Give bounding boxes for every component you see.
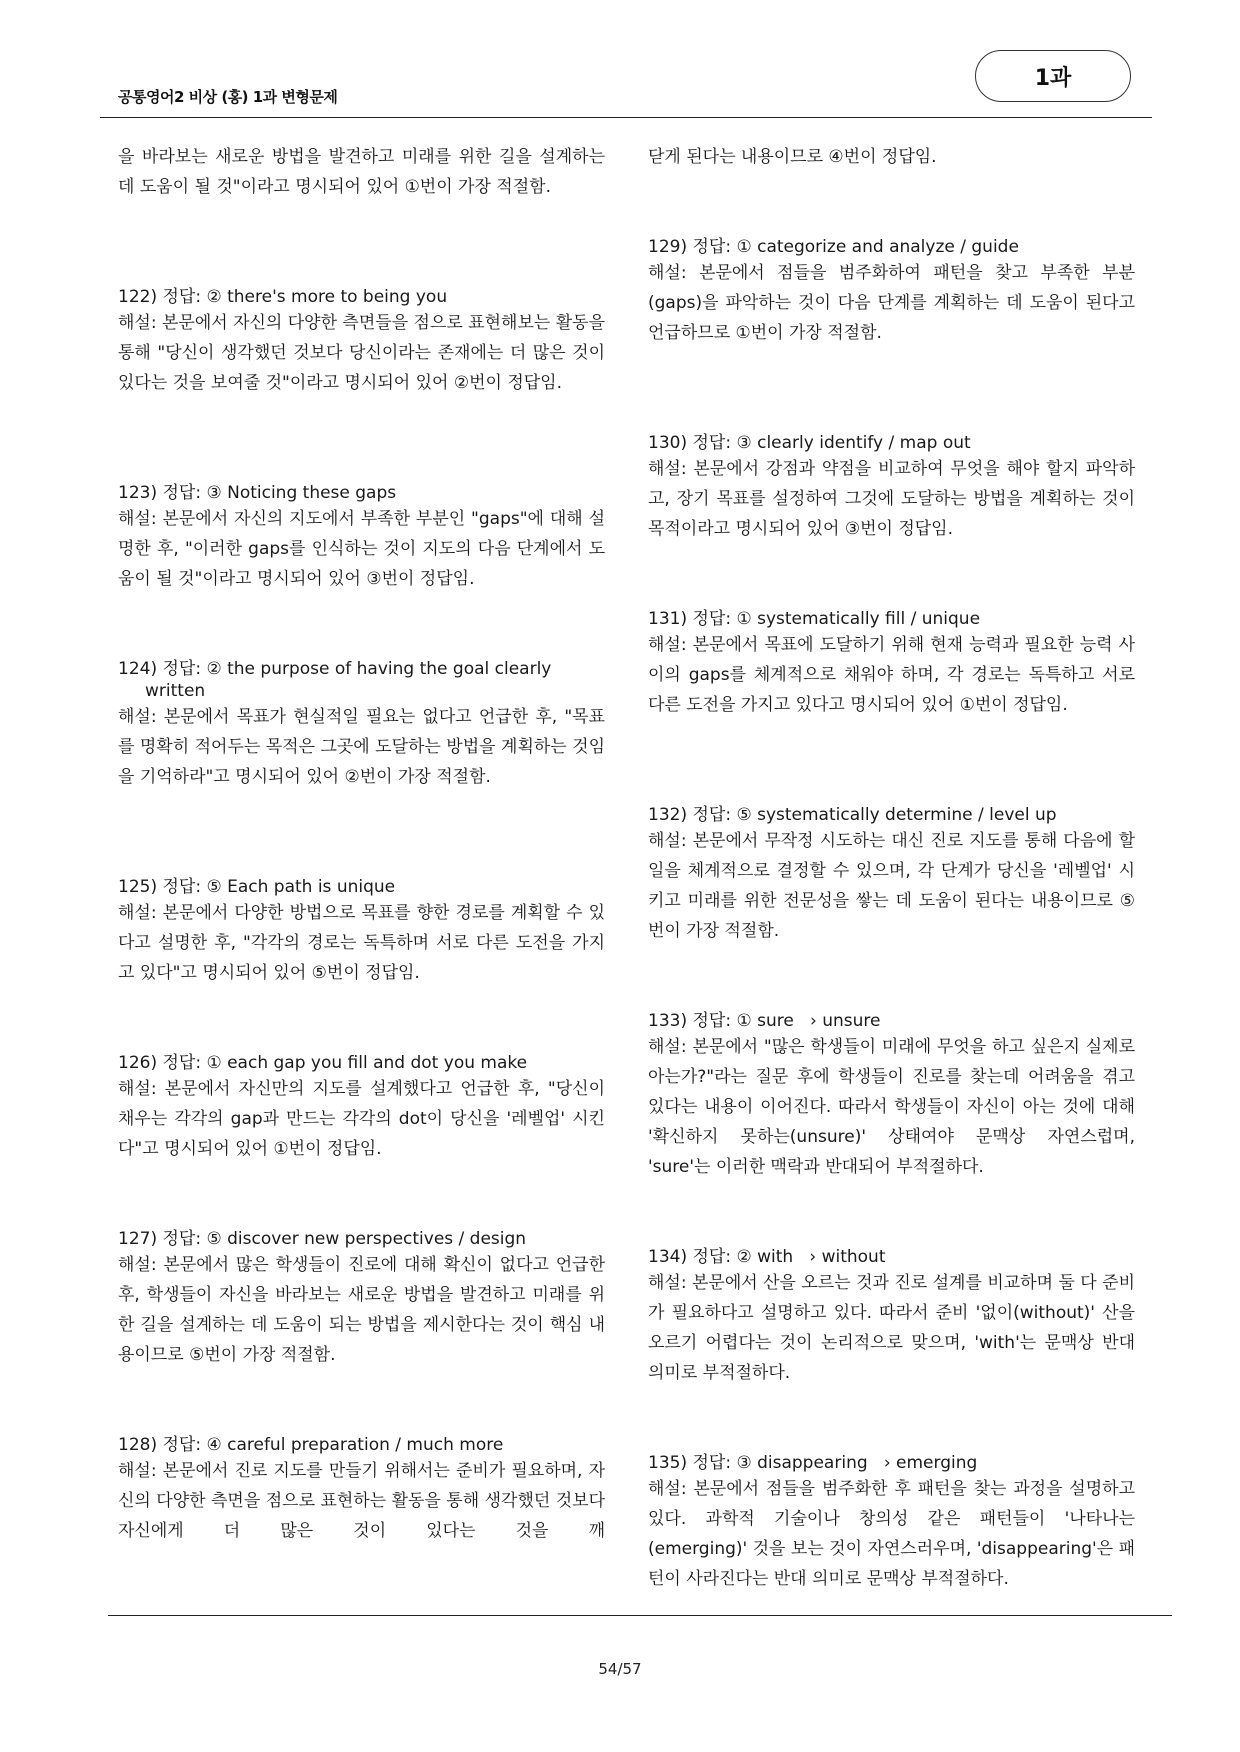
left-column <box>118 142 605 1546</box>
answer-entry-122 <box>118 278 605 398</box>
answer-entry-131 <box>648 600 1135 720</box>
answer-line: 122) 정답: ② there's more to being you <box>118 287 448 307</box>
explanation: 해설: 본문에서 다양한 방법으로 목표를 향한 경로를 계획할 수 있다고 설명한 후, "각각의 경로는 독특하며 서로 다른 도전을 가지고 있다"고 명시되어 있어 ⑤번이 정답임. <box>118 903 605 983</box>
chapter-badge: 1과 <box>975 50 1131 102</box>
answer-entry-123 <box>118 474 605 594</box>
explanation: 해설: 본문에서 자신의 다양한 측면들을 점으로 표현해보는 활동을 통해 "당신이 생각했던 것보다 당신이라는 존재에는 더 많은 것이 있다는 것을 보여줄 것"이라고 명시되어 있어 ②번이 정답임. <box>118 313 605 393</box>
answer-line: 125) 정답: ⑤ Each path is unique <box>118 877 396 897</box>
answer-line: 131) 정답: ① systematically fill / unique <box>648 609 981 629</box>
explanation: 해설: 본문에서 많은 학생들이 진로에 대해 확신이 없다고 언급한 후, 학생들이 자신을 바라보는 새로운 방법을 발견하고 미래를 위한 길을 설계하는 데 도움이 되는 방법을 제시한다는 것이 핵심 내용이므로 ⑤번이 가장 적절함. <box>118 1255 605 1365</box>
answer-entry-130 <box>648 424 1135 544</box>
answer-line <box>118 650 605 702</box>
answer-line: 126) 정답: ① each gap you fill and dot you make <box>118 1053 528 1073</box>
answer-entry-134 <box>648 1238 1135 1388</box>
answer-entry-132 <box>648 796 1135 946</box>
explanation: 해설: 본문에서 목표에 도달하기 위해 현재 능력과 필요한 능력 사이의 gaps를 체계적으로 채워야 하며, 각 경로는 독특하고 서로 다른 도전을 가지고 있다고 명시되어 있어 ①번이 정답임. <box>648 635 1135 715</box>
explanation: 해설: 본문에서 강점과 약점을 비교하여 무엇을 해야 할지 파악하고, 장기 목표를 설정하여 그것에 도달하는 방법을 계획하는 것이 목적이라고 명시되어 있어 ③번이 정답임. <box>648 459 1135 539</box>
answer-entry-133 <box>648 1002 1135 1182</box>
answer-line: 123) 정답: ③ Noticing these gaps <box>118 483 397 503</box>
answer-entry-135 <box>648 1444 1135 1594</box>
right-column <box>648 142 1135 1594</box>
answer-line: 130) 정답: ③ clearly identify / map out <box>648 433 971 453</box>
answer-entry-127 <box>118 1220 605 1370</box>
explanation: 해설: 본문에서 점들을 범주화하여 패턴을 찾고 부족한 부분(gaps)을 파악하는 것이 다음 단계를 계획하는 데 도움이 된다고 언급하므로 ①번이 가장 적절함. <box>648 263 1135 343</box>
answer-entry-128 <box>118 1426 605 1546</box>
answer-text: 124) 정답: ② the purpose of having the goal clearly <box>118 659 552 679</box>
answer-entry-125 <box>118 868 605 988</box>
document-title: 공통영어2 비상 (홍) 1과 변형문제 <box>118 88 338 106</box>
answer-line: 128) 정답: ④ careful preparation / much more <box>118 1435 504 1455</box>
answer-entry-126 <box>118 1044 605 1164</box>
footer-divider <box>108 1615 1172 1616</box>
explanation: 해설: 본문에서 진로 지도를 만들기 위해서는 준비가 필요하며, 자신의 다양한 측면을 점으로 표현하는 활동을 통해 생각했던 것보다 자신에게 더 많은 것이 있다는 것을 깨 <box>118 1461 605 1541</box>
answer-entry-124 <box>118 650 605 792</box>
answer-line: 129) 정답: ① categorize and analyze / guide <box>648 237 1019 257</box>
explanation: 해설: 본문에서 자신의 지도에서 부족한 부분인 "gaps"에 대해 설명한 후, "이러한 gaps를 인식하는 것이 지도의 다음 단계에서 도움이 될 것"이라고 명시되어 있어 ③번이 정답임. <box>118 509 605 589</box>
explanation: 해설: 본문에서 목표가 현실적일 필요는 없다고 언급한 후, "목표를 명확히 적어두는 목적은 그곳에 도달하는 방법을 계획하는 것임을 기억하라"고 명시되어 있어 ②번이 가장 적절함. <box>118 707 605 787</box>
page-number: 54/57 <box>598 1660 642 1678</box>
explanation: 해설: 본문에서 자신만의 지도를 설계했다고 언급한 후, "당신이 채우는 각각의 gap과 만드는 각각의 dot이 당신을 '레벨업' 시킨다"고 명시되어 있어 ①번이 정답임. <box>118 1079 605 1159</box>
continuation-text: 을 바라보는 새로운 방법을 발견하고 미래를 위한 길을 설계하는 데 도움이 될 것"이라고 명시되어 있어 ①번이 가장 적절함. <box>118 147 605 197</box>
answer-text-continued: written <box>145 681 206 701</box>
answer-line: 127) 정답: ⑤ discover new perspectives / design <box>118 1229 527 1249</box>
answer-entry-129 <box>648 228 1135 348</box>
answer-line: 133) 정답: ① sure › unsure <box>648 1011 881 1031</box>
explanation: 해설: 본문에서 산을 오르는 것과 진로 설계를 비교하며 둘 다 준비가 필요하다고 설명하고 있다. 따라서 준비 '없이(without)' 산을 오르기 어렵다는 것이 논리적으로 맞으며, 'with'는 문맥상 반대 의미로 부적절하다. <box>648 1273 1135 1383</box>
explanation: 해설: 본문에서 무작정 시도하는 대신 진로 지도를 통해 다음에 할 일을 체계적으로 결정할 수 있으며, 각 단계가 당신을 '레벨업' 시키고 미래를 위한 전문성을 쌓는 데 도움이 된다는 내용이므로 ⑤번이 가장 적절함. <box>648 831 1135 941</box>
answer-line: 135) 정답: ③ disappearing › emerging <box>648 1453 978 1473</box>
answer-line: 132) 정답: ⑤ systematically determine / level up <box>648 805 1057 825</box>
explanation: 해설: 본문에서 점들을 범주화한 후 패턴을 찾는 과정을 설명하고 있다. 과학적 기술이나 창의성 같은 패턴들이 '나타나는(emerging)' 것을 보는 것이 자연스러우며, 'disappearing'은 패턴이 사라진다는 반대 의미로 문맥상 부적절하다. <box>648 1479 1135 1589</box>
header-divider <box>100 117 1152 118</box>
continuation-text: 닫게 된다는 내용이므로 ④번이 정답임. <box>648 147 937 167</box>
explanation: 해설: 본문에서 "많은 학생들이 미래에 무엇을 하고 싶은지 실제로 아는가?"라는 질문 후에 학생들이 진로를 찾는데 어려움을 겪고 있다는 내용이 이어진다. 따라서 학생들이 자신이 아는 것에 대해 '확신하지 못하는(unsure)' 상태여야 문맥상 자연스럽며, 'sure'는 이러한 맥락과 반대되어 부적절하다. <box>648 1037 1135 1177</box>
answer-line: 134) 정답: ② with › without <box>648 1247 886 1267</box>
